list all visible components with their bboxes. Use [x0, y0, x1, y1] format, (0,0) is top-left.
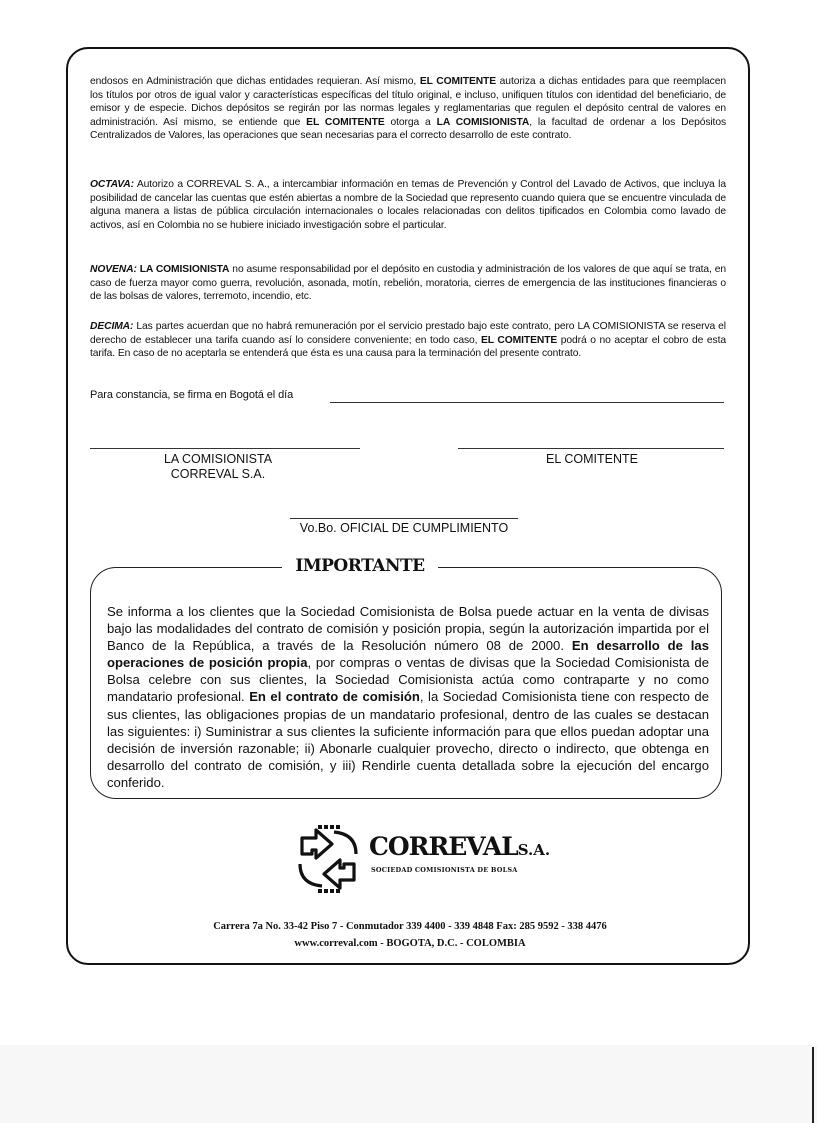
intro-paragraph — [90, 75, 726, 143]
clause-novena-heading: NOVENA: — [90, 264, 137, 275]
signature-line-right — [458, 448, 724, 449]
clause-octava — [90, 178, 726, 232]
logo-subtitle: SOCIEDAD COMISIONISTA DE BOLSA — [371, 866, 518, 874]
constancia-text: Para constancia, se firma en Bogotá el día — [90, 389, 294, 401]
clause-octava-heading: OCTAVA: — [90, 179, 134, 190]
footer-address: Carrera 7a No. 33-42 Piso 7 - Conmutador 339 4400 - 339 4848 Fax: 285 9592 - 338 4476 — [213, 921, 607, 932]
intro-bold-comitente-2: EL COMITENTE — [306, 116, 385, 128]
date-fill-line — [330, 402, 724, 403]
correval-logo-icon — [292, 824, 364, 894]
clause-decima — [90, 320, 726, 361]
clause-decima-text-2: podrá o no aceptar el cobro de esta tarifa. En caso de no aceptarla se entenderá que ésta es una causa para la terminación del presente contrato. — [90, 334, 726, 360]
signer-label-comitente: EL COMITENTE — [546, 452, 638, 466]
signer-label-comisionista: LA COMISIONISTA — [163, 452, 273, 466]
constancia-line — [90, 389, 726, 403]
clause-decima-bold: EL COMITENTE — [481, 334, 558, 346]
important-text-2: , por compras o ventas de divisas que la Sociedad Comisionista de Bolsa celebre con sus clientes, la Sociedad Comisionista actúa como contraparte y no como mandatario profesional. — [107, 655, 709, 705]
right-margin-line — [812, 1047, 814, 1123]
logo-wordmark — [369, 832, 550, 861]
footer-address-block — [150, 918, 670, 952]
important-text — [107, 603, 709, 791]
important-text-1: Se informa a los clientes que la Sociedad Comisionista de Bolsa puede actuar en la venta de divisas bajo las modalidades del contrato de comisión y posición propia, según la autorización impartida por el Banco de la República, a través de la Resolución número 08 de 2000. — [107, 604, 709, 654]
signer-label-correval: CORREVAL S.A. — [170, 467, 266, 481]
signature-line-vobo — [290, 518, 518, 519]
clause-novena-bold: LA COMISIONISTA — [136, 264, 230, 275]
clause-novena-text: no asume responsabilidad por el depósito en custodia y administración de los valores de que aquí se trata, en caso de fuerza mayor como guerra, revolución, asonada, motín, rebelión, moratoria, cierres de emergencia de las instituciones financieras o de las bolsas de valores, terremoto, incendio, etc. — [90, 264, 726, 303]
important-bold-2: En el contrato de comisión — [249, 689, 420, 705]
important-text-3: , la Sociedad Comisionista tiene con respecto de sus clientes, las obligaciones propias de un mandatario profesional, dentro de las cuales se destacan las siguientes: i) Suministrar a sus clientes la suficiente información para que ellos puedan adoptar una decisión de inversión razonable; ii) Abonarle cualquier provecho, directo o indirecto, que obtenga en desarrollo del contrato de comisión, y iii) Rendirle cuenta detallada sobre la ejecución del encargo conferido. — [107, 689, 709, 790]
intro-text-3: otorga a — [384, 116, 437, 128]
intro-text-1: endosos en Administración que dichas entidades requieran. Así mismo, — [90, 76, 420, 87]
logo-suffix-text: S.A. — [517, 841, 551, 859]
intro-bold-comisionista: LA COMISIONISTA — [436, 116, 530, 128]
intro-text-4: , la facultad de ordenar a los Depósitos Centralizados de Valores, las operaciones que sean necesarias para el correcto desarrollo de este contrato. — [90, 116, 726, 142]
footer-web: www.correval.com - BOGOTA, D.C. - COLOMBIA — [294, 938, 526, 949]
clause-octava-text: Autorizo a CORREVAL S. A., a intercambiar información en temas de Prevención y Control del Lavado de Activos, que incluya la posibilidad de cancelar las cuentas que estén abiertas a nombre de la Sociedad que represento cuando quiera que se encuentre vinculada de alguna manera a listas de pública circulación internacionales o locales relacionadas con delitos tipificados en Colombia como lavado de activos, así en Colombia no se hubiere iniciado investigación sobre el particular. — [90, 179, 726, 231]
important-bold-1: En desarrollo de las operaciones de posición propia — [107, 638, 709, 671]
logo-name-text: CORREVAL — [369, 832, 518, 861]
vobo-label: Vo.Bo. OFICIAL DE CUMPLIMIENTO — [299, 521, 509, 535]
page-bottom-shade — [0, 1045, 817, 1123]
clause-decima-text-1: Las partes acuerdan que no habrá remuneración por el servicio prestado bajo este contrato, pero LA COMISIONISTA se reserva el derecho de establecer una tarifa cuando así lo considere conveniente; en todo caso, — [90, 321, 726, 346]
clause-decima-heading: DECIMA: — [90, 321, 134, 332]
intro-bold-comitente-1: EL COMITENTE — [419, 76, 497, 87]
important-title: IMPORTANTE — [295, 556, 425, 576]
signature-line-left — [90, 448, 360, 449]
intro-text-2: autoriza a dichas entidades para que reemplacen los títulos por otros de igual valor y características específicas del título original, e incluso, unifiquen títulos con identidad del beneficiario, de emisor y de especie. Dichos depósitos se regirán por las normas legales y reglamentarias que regulen el depósito central de valores en administración. Así mismo, se entiende que — [90, 76, 726, 128]
clause-novena — [90, 263, 726, 304]
